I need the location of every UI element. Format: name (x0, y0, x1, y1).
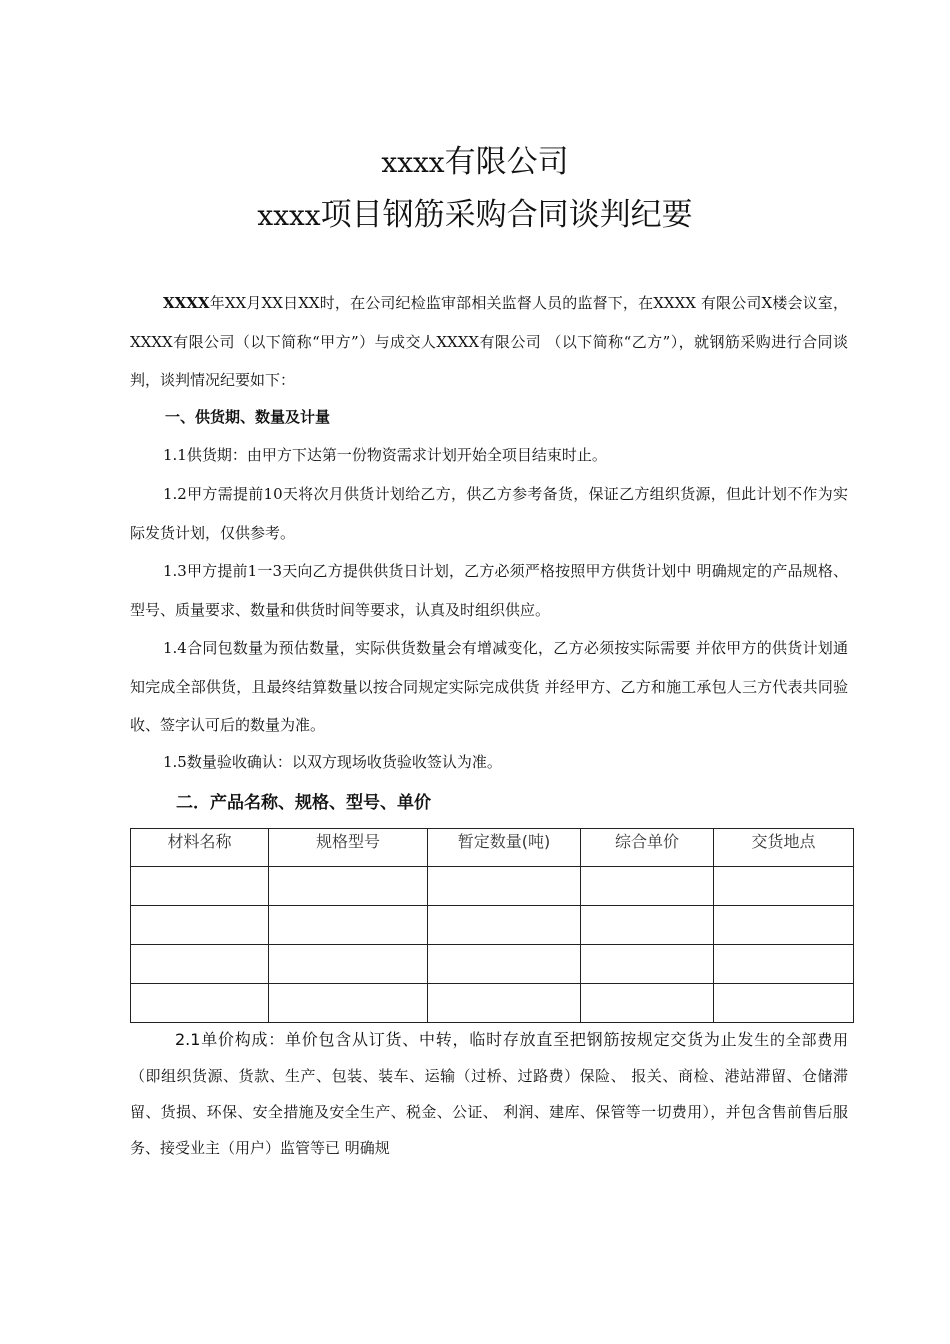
table-cell (269, 867, 428, 906)
table-row (131, 867, 854, 906)
product-spec-table (130, 828, 854, 1023)
table-cell (581, 867, 714, 906)
table-cell (714, 867, 854, 906)
table-cell (428, 906, 581, 945)
table-cell (269, 984, 428, 1023)
table-cell (131, 867, 269, 906)
table-header-delivery-place: 交货地点 (714, 829, 854, 867)
table-header-material: 材料名称 (131, 829, 269, 867)
item-1-3: 1.3甲方提前1一3天向乙方提供供货日计划，乙方必须严格按照甲方供货计划中 明确规定的产品规格、型号、质量要求、数量和供货时间等要求，认真及时组织供应。 (130, 562, 848, 619)
table-cell (714, 906, 854, 945)
item-1-1: 1.1供货期：由甲方下达第一份物资需求计划开始全项目结束时止。 (163, 446, 607, 464)
table-header-spec: 规格型号 (269, 829, 428, 867)
item-1-4: 1.4合同包数量为预估数量，实际供货数量会有增减变化，乙方必须按实际需要 并依甲方的供货计划通知完成全部供货，且最终结算数量以按合同规定实际完成供货 并经甲方、乙方和施工承包人三方代表共同验收、签字认可后的数量为准。 (130, 639, 848, 734)
intro-text: 年XX月XX日XX时，在公司纪检监审部相关监督人员的监督下，在XXXX 有限公司X楼会议室，XXXX有限公司（以下简称“甲方”）与成交人XXXX有限公司 （以下简称“乙方”），就钢筋采购进行合同谈判，谈判情况纪要如下： (130, 294, 848, 389)
title-company-placeholder: xxxx (381, 146, 445, 179)
table-cell (714, 945, 854, 984)
document-title-line1 (0, 142, 950, 183)
table-cell (428, 867, 581, 906)
section-1-heading: 一、供货期、数量及计量 (165, 408, 331, 426)
item-1-2: 1.2甲方需提前10天将次月供货计划给乙方，供乙方参考备货，保证乙方组织货源，但此计划不作为实际发货计划，仅供参考。 (130, 485, 848, 542)
title-project-placeholder: xxxx (257, 199, 321, 232)
document-title-line2 (0, 195, 950, 236)
table-cell (714, 984, 854, 1023)
table-cell (131, 906, 269, 945)
table-cell (269, 945, 428, 984)
table-row (131, 906, 854, 945)
item-2-1-lead: 2.1单价构成：单价包含从订货、中转，临时存放直至把钢筋按规定交货为止发 (175, 1030, 755, 1049)
section-2-heading: 二．产品名称、规格、型号、单价 (176, 793, 431, 813)
table-header-row (131, 829, 854, 867)
intro-paragraph (130, 284, 848, 400)
table-cell (428, 945, 581, 984)
item-2-1-text: 生的全部费用（即组织货源、货款、生产、包装、装车、运输（过桥、过路费）保险、 报关、商检、港站滞留、仓储滞留、货损、环保、安全措施及安全生产、税金、公证、 利润、建库、保管等一切费用），并包含售前售后服务、接受业主（用户）监管等已 明确规 (130, 1031, 848, 1157)
intro-lead: XXXX (163, 294, 210, 312)
table-header-quantity: 暂定数量(吨) (428, 829, 581, 867)
table-row (131, 984, 854, 1023)
table-cell (131, 984, 269, 1023)
title-company-suffix: 有限公司 (444, 144, 569, 180)
table-cell (269, 906, 428, 945)
table-cell (581, 984, 714, 1023)
table-cell (581, 906, 714, 945)
table-header-unit-price: 综合单价 (581, 829, 714, 867)
table-cell (131, 945, 269, 984)
table-cell (428, 984, 581, 1023)
item-1-5: 1.5数量验收确认：以双方现场收货验收签认为准。 (163, 753, 502, 771)
item-2-1 (130, 1022, 848, 1166)
table-cell (581, 945, 714, 984)
table-row (131, 945, 854, 984)
title-project-name: 项目钢筋采购合同谈判纪要 (320, 197, 693, 233)
